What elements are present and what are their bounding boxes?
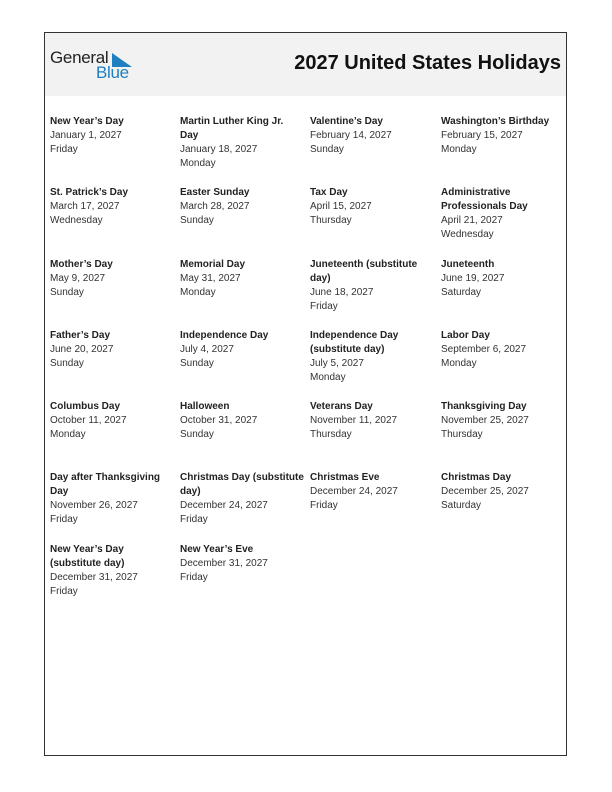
holiday-name: Valentine’s Day [310,116,383,127]
holiday-entry [310,258,441,329]
holiday-weekday: Sunday [180,357,214,369]
holiday-entry [441,400,570,471]
holiday-name: Thanksgiving Day [441,401,527,413]
holiday-entry [310,400,441,471]
holiday-weekday: Wednesday [441,229,494,241]
holiday-entry [50,400,180,471]
holiday-name: Administrative Professionals Day [441,187,528,213]
holiday-weekday: Wednesday [50,215,103,227]
logo-text-blue: Blue [96,63,129,82]
holiday-weekday: Sunday [50,357,84,369]
holiday-date: May 31, 2027 [180,272,241,284]
holiday-name: Independence Day [180,329,269,341]
holiday-name: New Year’s Day [50,116,124,127]
holiday-weekday: Monday [180,286,216,298]
holiday-entry [310,329,441,400]
holiday-weekday: Monday [310,371,346,383]
holiday-entry [180,329,310,400]
holiday-name: Veterans Day [310,401,373,413]
holiday-name: Christmas Day [441,472,512,484]
generalblue-logo [50,48,140,84]
holiday-name: Mother’s Day [50,258,113,270]
holiday-name: Independence Day (substitute day) [310,329,399,355]
holiday-date: December 25, 2027 [441,486,529,498]
holiday-weekday: Thursday [310,429,352,441]
holiday-weekday: Monday [441,144,477,155]
holiday-date: November 25, 2027 [441,415,529,427]
holiday-date: July 5, 2027 [310,357,364,369]
holiday-date: December 31, 2027 [180,557,268,569]
holiday-entry [441,186,570,257]
holiday-date: December 31, 2027 [50,571,138,583]
holiday-date: February 15, 2027 [441,130,523,141]
holiday-weekday: Sunday [50,286,84,298]
holiday-date: June 20, 2027 [50,343,114,355]
holiday-name: Martin Luther King Jr. Day [180,116,284,141]
holiday-name: Columbus Day [50,401,121,413]
holiday-entry [441,115,570,186]
holiday-date: October 31, 2027 [180,415,258,427]
holiday-entry [50,115,180,186]
holiday-date: January 18, 2027 [180,144,258,155]
holiday-entry [310,115,441,186]
holiday-date: March 17, 2027 [50,201,120,213]
holiday-name: Juneteenth (substitute day) [310,258,418,284]
holiday-date: December 24, 2027 [310,486,398,498]
holiday-weekday: Monday [441,357,477,369]
holiday-name: Day after Thanksgiving Day [50,472,161,498]
holiday-date: December 24, 2027 [180,500,268,512]
holiday-entry [180,258,310,329]
holiday-date: January 1, 2027 [50,130,122,141]
holiday-entry [180,186,310,257]
holiday-weekday: Friday [50,585,78,597]
page-frame [44,32,567,756]
holiday-weekday: Sunday [310,144,344,155]
holiday-entry [441,258,570,329]
holiday-name: New Year’s Eve [180,543,254,555]
holiday-weekday: Saturday [441,286,482,298]
holiday-weekday: Thursday [441,429,483,441]
holiday-weekday: Friday [50,514,78,526]
holiday-entry [50,543,180,614]
holiday-name: Washington’s Birthday [441,116,550,127]
holiday-entry [180,471,310,542]
holiday-entry [50,258,180,329]
holiday-name: New Year’s Day (substitute day) [50,543,125,569]
page-title: 2027 United States Holidays [294,52,561,74]
holiday-entry [50,471,180,542]
holiday-name: Memorial Day [180,258,246,270]
holiday-date: September 6, 2027 [441,343,527,355]
holiday-name: St. Patrick’s Day [50,187,129,199]
holiday-entry [50,329,180,400]
holiday-grid [50,115,570,614]
holiday-entry [50,186,180,257]
holiday-date: February 14, 2027 [310,130,392,141]
holiday-weekday: Monday [50,429,86,441]
holiday-name: Easter Sunday [180,187,250,199]
holiday-name: Christmas Day (substitute day) [180,472,304,498]
holiday-date: May 9, 2027 [50,272,106,284]
holiday-weekday: Friday [180,571,208,583]
holiday-weekday: Saturday [441,500,482,512]
holiday-entry [180,543,310,614]
holiday-date: June 19, 2027 [441,272,505,284]
holiday-weekday: Friday [50,144,78,155]
holiday-date: March 28, 2027 [180,201,250,213]
holiday-name: Tax Day [310,187,348,199]
holiday-entry [441,471,570,542]
holiday-entry [441,329,570,400]
holiday-weekday: Friday [310,500,338,512]
holiday-weekday: Monday [180,158,216,169]
holiday-date: April 15, 2027 [310,201,372,213]
logo-text-general: General [50,48,109,67]
holiday-date: April 21, 2027 [441,215,503,227]
holiday-date: October 11, 2027 [50,415,127,427]
holiday-date: July 4, 2027 [180,343,234,355]
holiday-name: Father’s Day [50,329,111,341]
holiday-date: November 26, 2027 [50,500,138,512]
holiday-weekday: Friday [180,514,208,526]
holiday-name: Labor Day [441,329,490,341]
holiday-entry [180,400,310,471]
holiday-date: November 11, 2027 [310,415,398,427]
holiday-name: Christmas Eve [310,472,380,484]
holiday-name: Halloween [180,401,230,413]
holiday-entry [180,115,310,186]
holiday-weekday: Sunday [180,215,214,227]
holiday-date: June 18, 2027 [310,286,374,298]
holiday-entry [310,186,441,257]
header [45,33,566,96]
holiday-name: Juneteenth [441,258,495,270]
holiday-entry [310,471,441,542]
holiday-weekday: Friday [310,300,338,312]
holiday-weekday: Sunday [180,429,214,441]
holiday-weekday: Thursday [310,215,352,227]
